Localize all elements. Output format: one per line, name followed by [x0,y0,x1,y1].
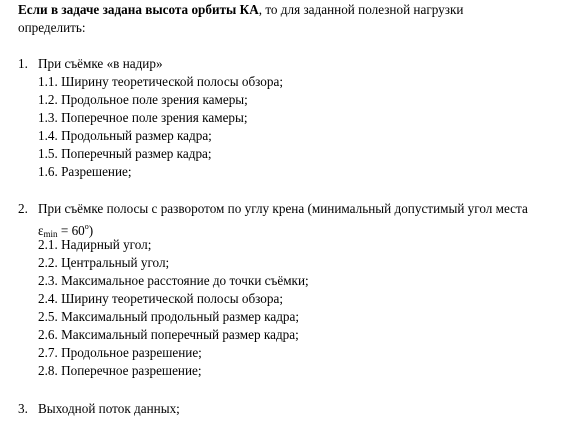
equals-value: = 60 [57,223,85,238]
intro-rest-text: , то для заданной полезной нагрузки [258,2,464,17]
sub-item: 2.1. Надирный угол; [38,237,152,252]
sub-item: 1.5. Поперечный размер кадра; [38,146,212,161]
sub-item: 2.7. Продольное разрешение; [38,345,202,360]
sub-item: 2.5. Максимальный продольный размер кадра; [38,309,300,324]
sub-item: 2.3. Максимальное расстояние до точки съёмки; [38,273,309,288]
list-item-number: 3. [18,401,28,416]
epsilon-subscript: min [43,229,58,239]
sub-item: 2.6. Максимальный поперечный размер кадра; [38,327,299,342]
list-item-number: 2. [18,201,28,216]
list-item-title: При съёмке полосы с разворотом по углу крена (минимальный допустимый угол места [38,201,528,216]
list-item-title: При съёмке «в надир» [38,56,163,71]
intro-bold-text: Если в задаче задана высота орбиты КА [18,2,259,17]
list-item-number: 1. [18,56,28,71]
sub-item: 2.4. Ширину теоретической полосы обзора; [38,291,283,306]
sub-item: 2.8. Поперечное разрешение; [38,363,202,378]
sub-item: 1.4. Продольный размер кадра; [38,128,212,143]
intro-line-1 [18,1,463,19]
intro-line-2: определить: [18,20,86,35]
epsilon-symbol: ε [38,223,44,238]
sub-item: 1.6. Разрешение; [38,164,132,179]
sub-item: 1.1. Ширину теоретической полосы обзора; [38,74,283,89]
closing-paren: ) [88,223,94,238]
list-item-title: Выходной поток данных; [38,401,180,416]
degree-superscript: o [84,222,89,231]
sub-item: 2.2. Центральный угол; [38,255,170,270]
sub-item: 1.2. Продольное поле зрения камеры; [38,92,248,107]
sub-item: 1.3. Поперечное поле зрения камеры; [38,110,248,125]
